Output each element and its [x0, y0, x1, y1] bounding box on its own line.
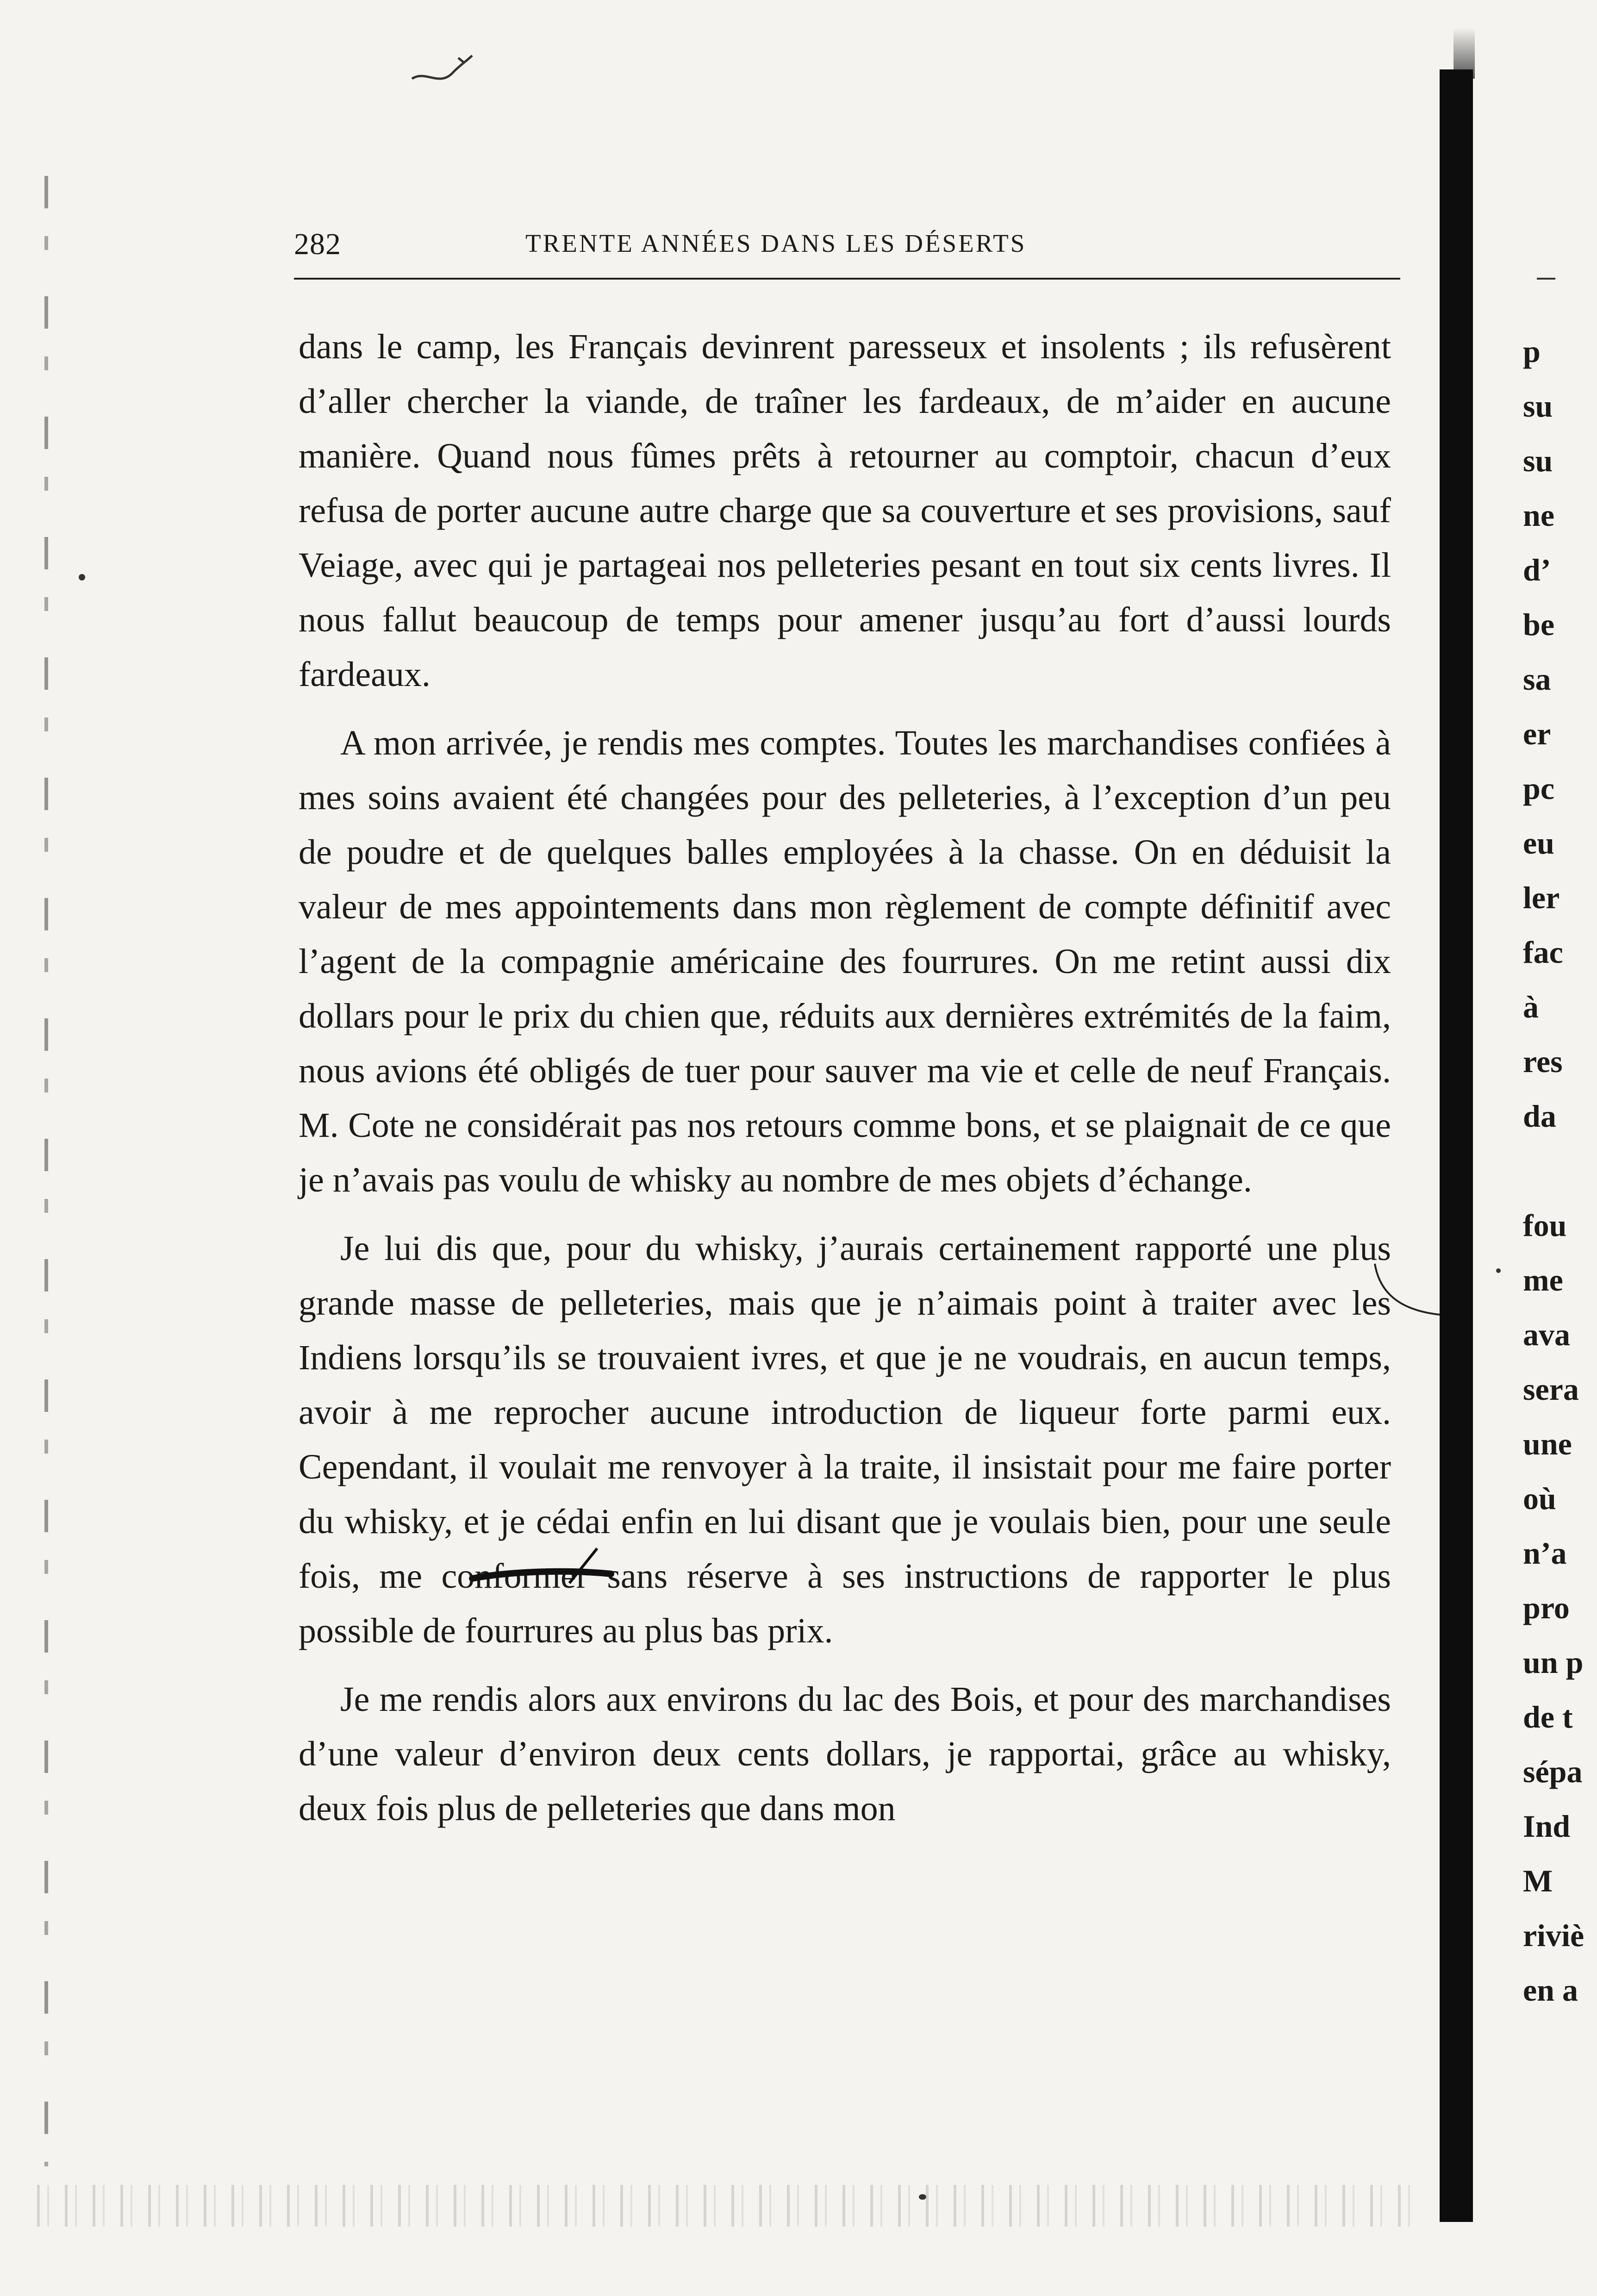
facing-line: su [1523, 443, 1553, 478]
body-text [299, 319, 1391, 1850]
facing-line: pc [1523, 771, 1554, 806]
facing-line: un p [1523, 1645, 1584, 1680]
scan-left-edge [44, 176, 48, 2166]
running-title: TRENTE ANNÉES DANS LES DÉSERTS [525, 229, 1027, 257]
facing-line: sépa [1523, 1754, 1583, 1789]
facing-line: p [1523, 334, 1541, 369]
facing-line: où [1523, 1481, 1556, 1516]
facing-line: eu [1523, 825, 1554, 861]
facing-line: en a [1523, 1972, 1578, 2008]
facing-line: de t [1523, 1699, 1573, 1734]
running-header [294, 222, 1400, 280]
paragraph-2: A mon arrivée, je rendis mes comptes. Toutes les marchandises confiées à mes soins avaient été changées pour des pelleteries, à l’exception d’un peu de poudre et de quelques balles employées à la chasse. On en déduisit la valeur de mes appointements dans mon règlement de compte définitif avec l’agent de la compagnie américaine des fourrures. On me retint aussi dix dollars pour le prix du chien que, réduits aux dernières extrémités de la faim, nous avions été obligés de tuer pour sauver ma vie et celle de neuf Français. M. Cote ne considérait pas nos retours comme bons, et se plaignait de ce que je n’avais pas voulu de whisky au nombre de mes objets d’échange. [299, 724, 1391, 1199]
book-gutter-band [1440, 69, 1473, 2222]
facing-line: n’a [1523, 1535, 1567, 1571]
ink-dot [79, 574, 85, 580]
facing-line: une [1523, 1426, 1572, 1461]
facing-line: fou [1523, 1208, 1567, 1243]
margin-bracket-mark [1370, 1259, 1444, 1329]
facing-page-rule [1537, 278, 1555, 280]
facing-line: res [1523, 1044, 1563, 1079]
facing-line: sa [1523, 661, 1551, 697]
facing-line: fac [1523, 935, 1563, 970]
facing-line: me [1523, 1262, 1563, 1298]
facing-line: ne [1523, 498, 1554, 533]
handwritten-annotation [417, 1528, 741, 1602]
paragraph-3: Je lui dis que, pour du whisky, j’aurais certainement rapporté une plus grande masse de pelleteries, mais que je n’aimais point à traiter avec les Indiens lorsqu’ils se trouvaient ivres, et que je ne voudrais, en aucun temps, avoir à me reprocher aucune introduction de liqueur forte parmi eux. Cependant, il voulait me renvoyer à la traite, il insistait pour me faire porter du whisky, et je cédai enfin en lui disant que je voulais bien, pour une seule fois, me conformer sans réserve à ses instructions de rapporter le plus possible de fourrures au plus bas prix. [299, 1229, 1391, 1650]
facing-line: Ind [1523, 1809, 1571, 1844]
paragraph-1: dans le camp, les Français devinrent paresseux et insolents ; ils refusèrent d’aller chercher la viande, de traîner les fardeaux, de m’aider en aucune manière. Quand nous fûmes prêts à retourner au comptoir, chacun d’eux refusa de porter aucune autre charge que sa couverture et ses provisions, sauf Veiage, avec qui je partageai nos pelleteries pesant en tout six cents livres. Il nous fallut beaucoup de temps pour amener jusqu’au fort d’aussi lourds fardeaux. [299, 327, 1391, 694]
facing-line: d’ [1523, 552, 1551, 587]
facing-line: da [1523, 1098, 1556, 1134]
facing-line: ava [1523, 1317, 1570, 1352]
facing-line: à [1523, 989, 1539, 1024]
facing-page-text [1523, 324, 1597, 2017]
facing-line: er [1523, 716, 1551, 751]
facing-line: riviè [1523, 1918, 1585, 1953]
paragraph-4: Je me rendis alors aux environs du lac des Bois, et pour des marchandises d’une valeur d’environ deux cents dollars, je rapportai, grâce au whisky, deux fois plus de pelleteries que dans mon [299, 1680, 1391, 1828]
facing-line: su [1523, 388, 1553, 424]
pen-scribble [407, 46, 481, 97]
facing-line: M [1523, 1863, 1553, 1898]
page-number: 282 [294, 227, 341, 261]
facing-line [1523, 1143, 1597, 1198]
facing-line: pro [1523, 1590, 1570, 1625]
facing-line: ler [1523, 880, 1560, 915]
facing-line: be [1523, 607, 1554, 642]
scan-bottom-noise [37, 2185, 1426, 2227]
facing-line: sera [1523, 1372, 1579, 1407]
ink-dot [1496, 1268, 1501, 1273]
